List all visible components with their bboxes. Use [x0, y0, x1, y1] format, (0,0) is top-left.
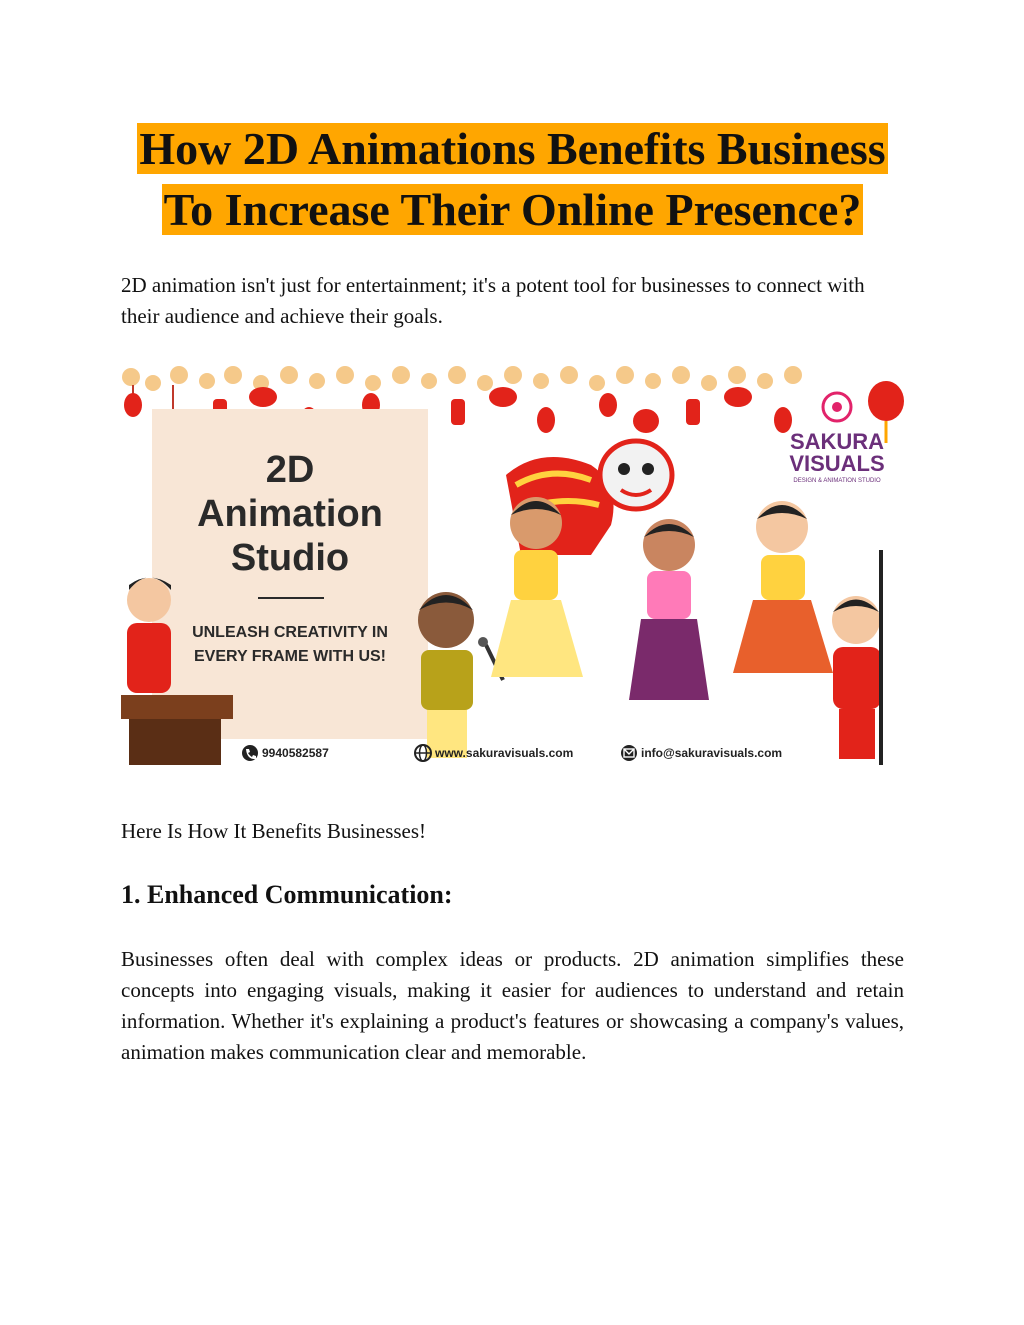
- tagline-line-1: UNLEASH CREATIVITY IN: [192, 624, 388, 641]
- logo-line-1: SAKURA: [789, 429, 885, 454]
- character-singer-boy: [418, 592, 503, 758]
- headline-line-3: Studio: [230, 537, 350, 579]
- section-heading: 1. Enhanced Communication:: [121, 880, 453, 909]
- tagline-line-2: EVERY FRAME WITH US!: [193, 648, 387, 665]
- banner-image: [121, 365, 907, 777]
- character-dancer-orange: [733, 501, 833, 673]
- logo-tagline: DESIGN & ANIMATION STUDIO: [793, 478, 881, 484]
- title-line-2: To Increase Their Online Presence?: [163, 184, 862, 235]
- page-title: [121, 118, 904, 240]
- contact-phone: 9940582587: [262, 746, 329, 760]
- title-line-1: How 2D Animations Benefits Business: [139, 123, 886, 174]
- sakura-logo: [823, 393, 851, 421]
- contact-website: www.sakuravisuals.com: [435, 746, 574, 760]
- section-body: Businesses often deal with complex ideas or products. 2D animation simplifies these concepts into engaging visuals, making it easier for audiences to understand and retain information. Whether it's explaining a product's features or showcasing a company's values, animation makes communication clear and memorable.: [121, 947, 904, 1064]
- flower-garland: [122, 366, 802, 391]
- intro-paragraph: 2D animation isn't just for entertainment; it's a potent tool for businesses to connect with their audience and achieve their goals.: [121, 273, 865, 328]
- headline-line-1: 2D: [265, 449, 315, 491]
- benefits-intro: Here Is How It Benefits Businesses!: [121, 819, 427, 843]
- character-dancer-pink: [629, 519, 709, 700]
- contact-email: info@sakuravisuals.com: [641, 746, 783, 760]
- headline-line-2: Animation: [197, 493, 383, 535]
- character-erhu-player: [832, 550, 881, 765]
- logo-line-2: VISUALS: [789, 451, 885, 476]
